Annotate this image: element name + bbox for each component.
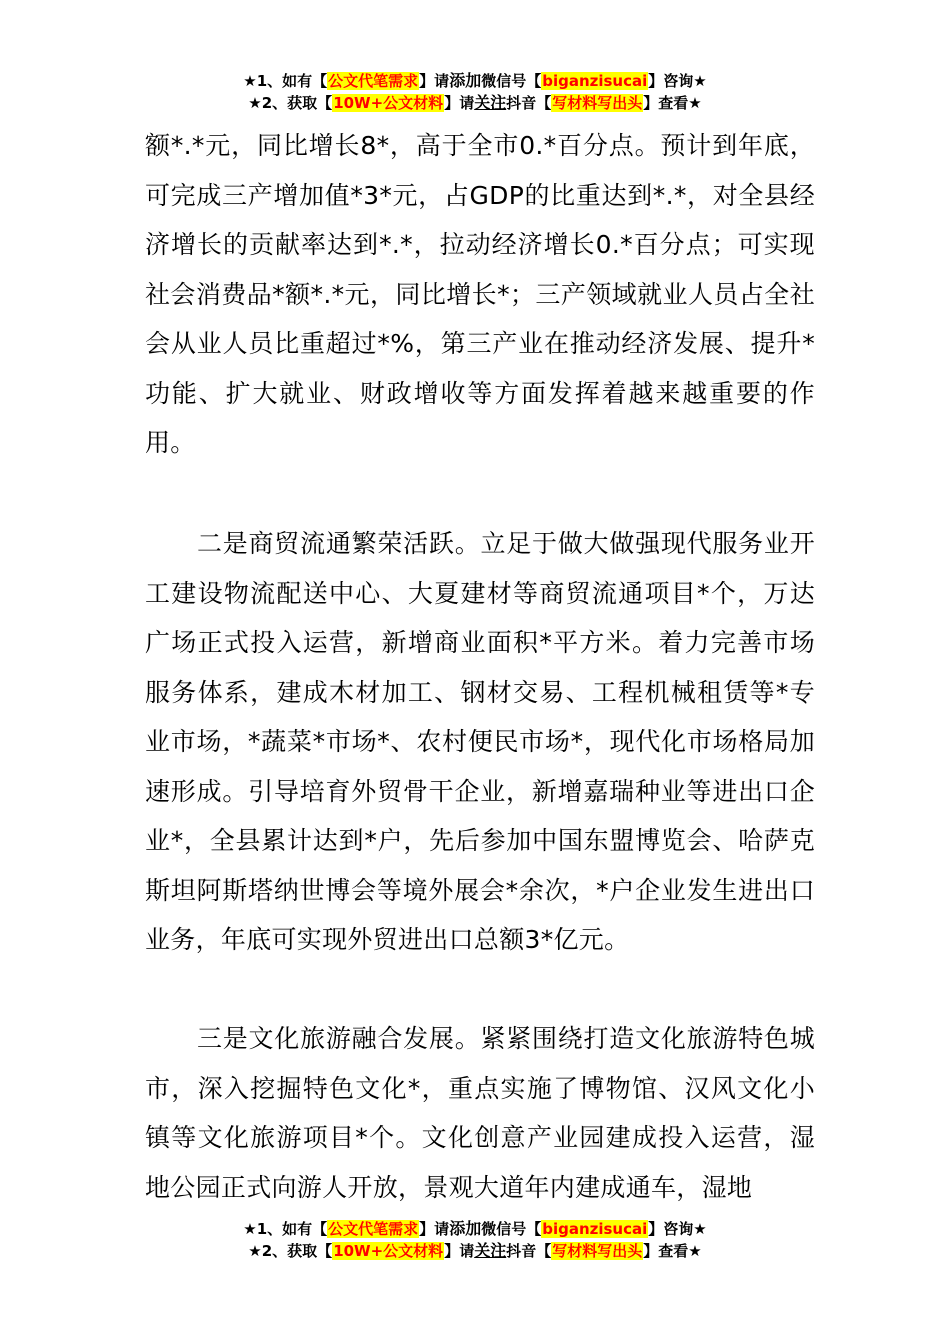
document-paragraph-commerce: 二是商贸流通繁荣活跃。立足于做大做强现代服务业开工建设物流配送中心、大夏建材等商贸流通项目*个，万达广场正式投入运营，新增商业面积*平方米。着力完善市场服务体系，建成木材加工、钢材交易、工程机械租赁等*专业市场，*蔬菜*市场*、农村便民市场*，现代化市场格局加速形成。引导培育外贸骨干企业，新增嘉瑞种业等进出口企业*，全县累计达到*户，先后参加中国东盟博览会、哈萨克斯坦阿斯塔纳世博会等境外展会*余次，*户企业发生进出口业务，年底可实现外贸进出口总额3*亿元。 bbox=[145, 529, 815, 954]
footer-banner bbox=[0, 1218, 950, 1262]
banner-highlight: 10W+公文材料 bbox=[333, 1242, 444, 1260]
banner-line-1: ★1、如有【公文代笔需求】请添加微信号【biganzisucai】咨询★ bbox=[243, 71, 707, 90]
banner-highlight: 公文代笔需求 bbox=[328, 72, 419, 90]
banner-wechat-id: biganzisucai bbox=[542, 1220, 648, 1238]
banner-highlight: 公文代笔需求 bbox=[328, 1220, 419, 1238]
document-paragraph-culture-tourism: 三是文化旅游融合发展。紧紧围绕打造文化旅游特色城市，深入挖掘特色文化*，重点实施了博物馆、汉风文化小镇等文化旅游项目*个。文化创意产业园建成投入运营，湿地公园正式向游人开放，景观大道年内建成通车，湿地 bbox=[145, 1024, 815, 1202]
header-banner bbox=[0, 70, 950, 114]
banner-douyin-id: 写材料写出头 bbox=[552, 94, 643, 112]
document-paragraph-continued: 额*.*元，同比增长8*，高于全市0.*百分点。预计到年底，可完成三产增加值*3*元，占GDP的比重达到*.*，对全县经济增长的贡献率达到*.*，拉动经济增长0.*百分点；可实现社会消费品*额*.*元，同比增长*；三产领域就业人员占全社会从业人员比重超过*%，第三产业在推动经济发展、提升*功能、扩大就业、财政增收等方面发挥着越来越重要的作用。 bbox=[145, 131, 815, 457]
banner-line-2: ★2、获取【10W+公文材料】请关注抖音【写材料写出头】查看★ bbox=[248, 1241, 702, 1260]
banner-wechat-id: biganzisucai bbox=[542, 72, 648, 90]
banner-douyin-id: 写材料写出头 bbox=[552, 1242, 643, 1260]
banner-line-2: ★2、获取【10W+公文材料】请关注抖音【写材料写出头】查看★ bbox=[248, 93, 702, 112]
banner-highlight: 10W+公文材料 bbox=[333, 94, 444, 112]
banner-line-1: ★1、如有【公文代笔需求】请添加微信号【biganzisucai】咨询★ bbox=[243, 1219, 707, 1238]
